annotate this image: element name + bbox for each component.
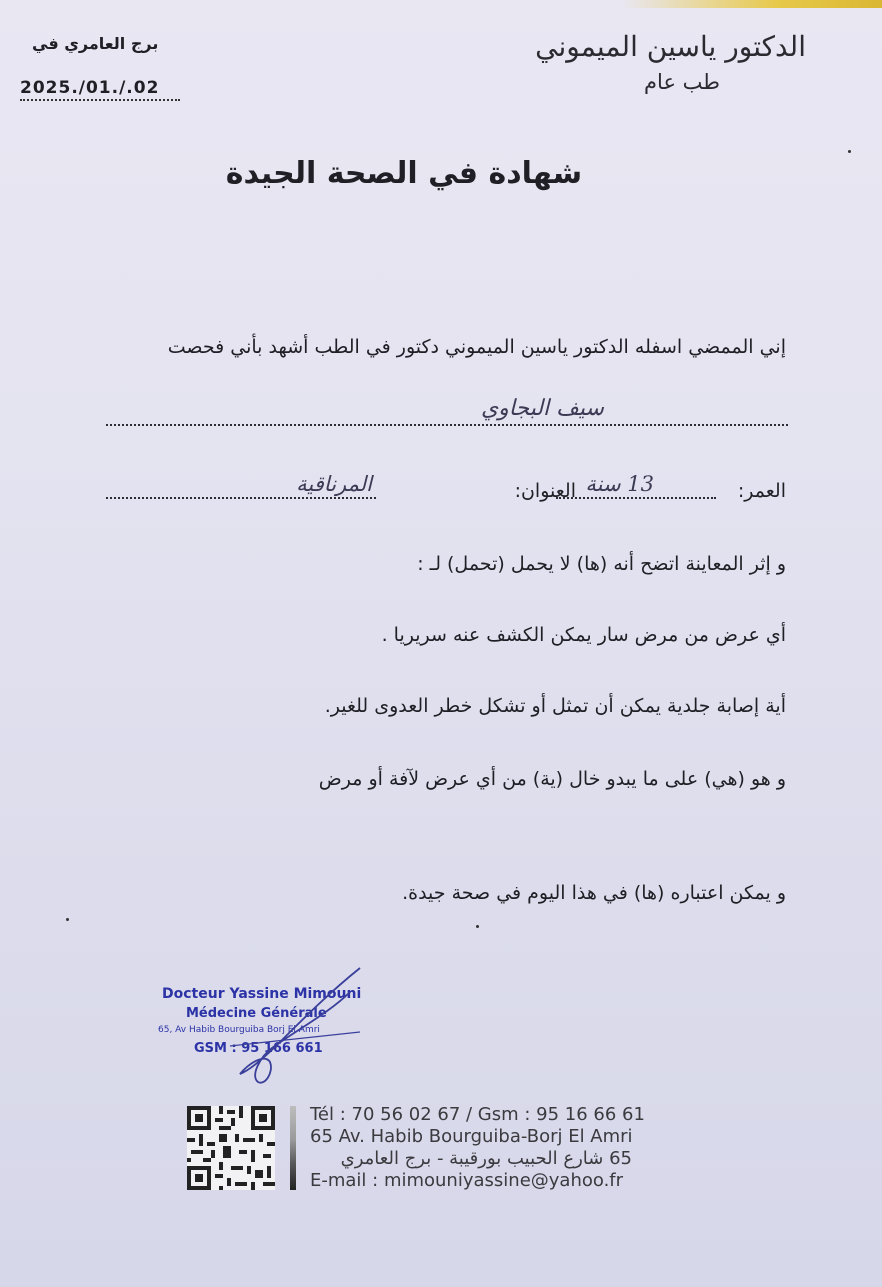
place-label: برج العامري في (32, 34, 159, 53)
body-line-5: أي عرض من مرض سار يمكن الكشف عنه سريريا . (381, 624, 786, 646)
certificate-title: شهادة في الصحة الجيدة (225, 156, 583, 191)
date-underline (20, 99, 180, 101)
speck (66, 918, 69, 921)
patient-name: سيف البجاوي (480, 396, 604, 421)
footer-address-ar: 65 شارع الحبيب بورقيبة - برج العامري (340, 1148, 632, 1169)
age-label: العمر: (737, 480, 786, 502)
body-line-8: و يمكن اعتباره (ها) في هذا اليوم في صحة جيدة. (402, 882, 786, 904)
address-dotted-line (106, 497, 376, 499)
yellow-edge (622, 0, 882, 8)
footer-address-fr: 65 Av. Habib Bourguiba-Borj El Amri (310, 1126, 633, 1147)
doctor-name: الدكتور ياسين الميموني (535, 30, 806, 63)
body-line-6: أية إصابة جلدية يمكن أن تمثل أو تشكل خطر العدوى للغير. (324, 695, 786, 717)
footer-divider (290, 1106, 296, 1190)
stamp-address: 65, Av Habib Bourguiba Borj El Amri (158, 1025, 320, 1035)
body-line-1: إني الممضي اسفله الدكتور ياسين الميموني دكتور في الطب أشهد بأني فحصت (167, 336, 786, 358)
age-dotted-line (556, 497, 716, 499)
body-line-4: و إثر المعاينة اتضح أنه (ها) لا يحمل (تحمل) لـ : (417, 553, 786, 575)
date-value: 2025./01./.02 (20, 78, 160, 98)
stamp-gsm: GSM : 95 166 661 (194, 1041, 323, 1056)
stamp-specialty: Médecine Générale (186, 1006, 327, 1021)
address-label: العنوان: (514, 480, 576, 502)
speck (476, 925, 479, 928)
speck (848, 150, 851, 153)
footer-phone: Tél : 70 56 02 67 / Gsm : 95 16 66 61 (310, 1104, 645, 1125)
footer-email: E-mail : mimouniyassine@yahoo.fr (310, 1170, 624, 1191)
name-dotted-line (106, 424, 788, 426)
signature (210, 962, 370, 1092)
age-value: 13 سنة (585, 472, 654, 496)
address-value: المرناقية (296, 472, 372, 496)
qr-code-icon (187, 1106, 275, 1190)
body-line-7: و هو (هي) على ما يبدو خال (ية) من أي عرض لآفة أو مرض (318, 768, 786, 790)
stamp-doctor-name: Docteur Yassine Mimouni (162, 986, 362, 1002)
doctor-specialty: طب عام (644, 70, 720, 94)
